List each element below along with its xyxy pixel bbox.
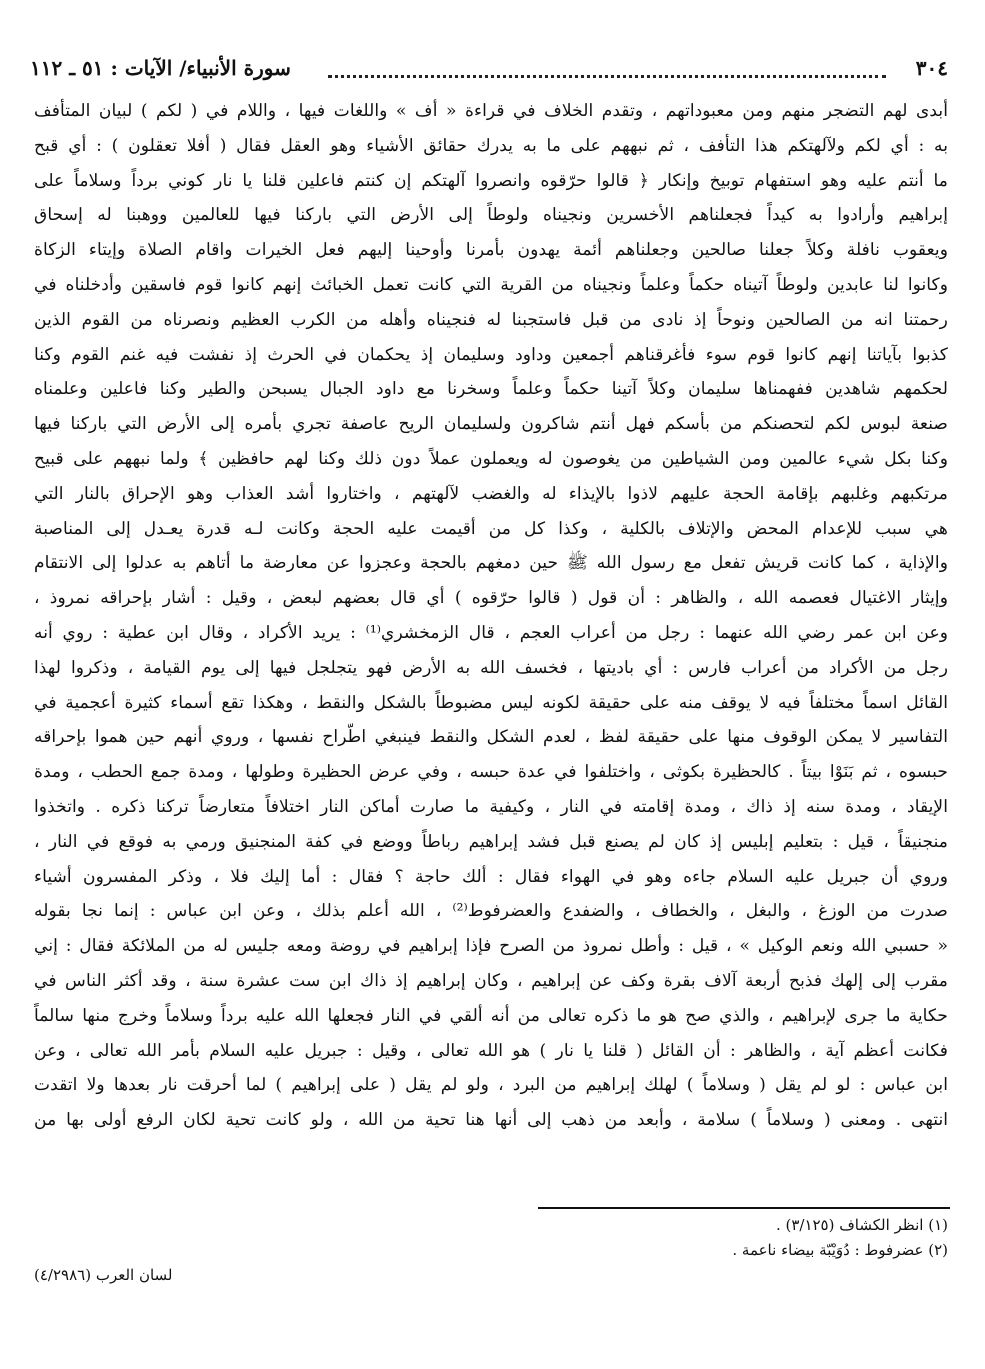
text-line: وكانوا لنا عابدين ولوطاً آتيناه حكماً وعلماً ونجيناه من القرية التي كانت تعمل الخبائث إنهم كانوا قوم فاسقين وأدخلناه في: [34, 274, 948, 295]
header-dotted-leader: [328, 75, 886, 78]
body-text: [34, 94, 948, 1138]
text-line: أبدى لهم التضجر منهم ومن معبوداتهم ، وتقدم الخلاف في قراءة « أف » واللغات فيها ، واللام في ( لكم ) لبيان المتأفف: [34, 101, 948, 121]
text-line: وكنا بكل شيء عالمين ومن الشياطين من يغوصون له ويعملون عملاً دون ذلك وكنا لهم حافظين ﴾ ولما نبههم على قبيح: [34, 448, 948, 469]
page-number: ٣٠٤: [915, 56, 948, 80]
text-line: مرتكبهم وغلبهم بإقامة الحجة عليهم لاذوا بالإيذاء له والغضب لآلهتهم ، واختاروا أشد العذاب وهو الإحراق بالنار التي: [34, 483, 948, 504]
text-line: حكاية ما جرى لإبراهيم ، والذي صح هو ما ذكره تعالى من أنه ألقي في النار فجعلها الله عليه برداً وسلاماً وخرج منها سالماً: [34, 1005, 948, 1026]
text-line: وعن ابن عمر رضي الله عنهما : رجل من أعراب العجم ، قال الزمخشري⁽¹⁾ : يريد الأكراد ، وقال ابن عطية : روي أنه: [34, 622, 948, 643]
text-line: كذبوا بآياتنا إنهم كانوا قوم سوء فأغرقناهم أجمعين وداود وسليمان إذ يحكمان في الحرث إذ نفشت فيه غنم القوم وكنا: [34, 344, 948, 365]
text-line: القائل اسماً مختلفاً فيه لا يوقف منه على حقيقة لكونه ليس مضبوطاً بالشكل والنقط ، وهكذا تقع أسماء كثيرة أعجمية في: [34, 692, 948, 713]
text-line: التفاسير لا يمكن الوقوف منها على حقيقة لفظ ، لعدم الشكل والنقط فينبغي اطّراح نفسها ، وروي أنهم حين هموا بإحراقه: [34, 727, 948, 748]
text-line: رجل من الأكراد من أعراب فارس : أي باديتها ، فخسف الله به الأرض فهو يتجلجل فيها إلى يوم القيامة ، وذكروا لهذا: [34, 657, 948, 678]
text-line: والإذاية ، كما كانت قريش تفعل مع رسول الله ﷺ حين دمغهم بالحجة وعجزوا عن معارضة ما أتاهم به عدلوا إلى الانتقام: [34, 553, 948, 574]
text-line: لحكمهم شاهدين ففهمناها سليمان وكلاً آتينا حكماً وعلماً وسخرنا مع داود الجبال يسبحن والطير وكنا فاعلين وعلمناه: [34, 379, 948, 400]
footnote-separator: [538, 1207, 950, 1209]
text-line: وروي أن جبريل عليه السلام جاءه وهو في الهواء فقال : ألك حاجة ؟ فقال : أما إليك فلا ، وذكر المفسرون أشياء: [34, 866, 948, 887]
text-line: ما أنتم عليه وهو استفهام توبيخ وإنكار ﴿ قالوا حرّقوه وانصروا آلهتكم إن كنتم فاعلين قلنا يا نار كوني برداً وسلاماً على: [34, 170, 948, 191]
footnote-2: (٢) عضرفوط : دُوَيْبّة بيضاء ناعمة .: [732, 1241, 948, 1259]
text-line: رحمتنا انه من الصالحين ونوحاً إذ نادى من قبل فاستجبنا له فنجيناه وأهله من الكرب العظيم ونصرناه من القوم الذين: [34, 309, 948, 330]
footnote-1: (١) انظر الكشاف (٣/١٢٥) .: [775, 1216, 948, 1234]
footnotes: [40, 1213, 948, 1263]
page-header: [30, 56, 948, 90]
running-title: سورة الأنبياء/ الآيات : ٥١ ـ ١١٢: [30, 56, 291, 80]
text-line: ويعقوب نافلة وكلاً جعلنا صالحين وجعلناهم أئمة يهدون بأمرنا وأوحينا إليهم فعل الخيرات واقام الصلاة وإيتاء الزكاة: [34, 240, 948, 261]
text-line: به : أي لكم ولآلهتكم هذا التأفف ، ثم نبههم على ما به يدرك حقائق الأشياء وهو العقل فقال ( أفلا تعقلون ) : أي قبح: [34, 135, 948, 156]
text-line: صدرت من الوزغ ، والبغل ، والخطاف ، والضفدع والعضرفوط⁽²⁾ ، الله أعلم بذلك ، وعن ابن عباس : إنما نجا بقوله: [34, 901, 948, 922]
text-line: صنعة لبوس لكم لتحصنكم من بأسكم فهل أنتم شاكرون ولسليمان الريح عاصفة تجري بأمره إلى الأرض التي باركنا فيها: [34, 414, 948, 435]
text-line: « حسبي الله ونعم الوكيل » ، قيل : وأطل نمروذ من الصرح فإذا إبراهيم في روضة ومعه جليس له من الملائكة فقال : إني: [34, 936, 948, 957]
text-line: هي سبب للإعدام المحض والإتلاف بالكلية ، وكذا كل من أقيمت عليه الحجة وكانت لـه قدرة يعـدل إلى المناصبة: [34, 518, 948, 539]
text-line: إبراهيم وأرادوا به كيداً فجعلناهم الأخسرين ونجيناه ولوطاً إلى الأرض التي باركنا فيها للعالمين ووهبنا له إسحاق: [34, 205, 948, 226]
text-line: مقرب إلى إلهك فذبح أربعة آلاف بقرة وكف عن إبراهيم ، وكان إبراهيم إذ ذاك ابن ست عشرة سنة ، وقد أكثر الناس في: [34, 970, 948, 991]
footnote-reference: لسان العرب (٤/٢٩٨٦): [34, 1266, 173, 1284]
text-line: ابن عباس : لو لم يقل ( وسلاماً ) لهلك إبراهيم من البرد ، ولو لم يقل ( على إبراهيم ) لما أحرقت نار بعدها ولا اتقدت: [34, 1075, 948, 1096]
text-line: انتهى . ومعنى ( وسلاماً ) سلامة ، وأبعد من ذهب إلى أنها هنا تحية من الله ، ولو كانت تحية لكان الرفع أولى بها من: [34, 1110, 948, 1131]
text-line: وإيثار الاغتيال فعصمه الله ، والظاهر : أن قول ( قالوا حرّقوه ) أي قال بعضهم لبعض ، وقيل : أشار بإحراقه نمروذ ،: [34, 588, 948, 609]
text-line: حبسوه ، ثم بَنَوْا بيتاً . كالحظيرة بكوثى ، واختلفوا في عدة حبسه ، وفي عرض الحظيرة وطولها ، ومدة جمع الحطب ، ومدة: [34, 762, 948, 783]
text-line: الإيقاد ، ومدة سنه إذ ذاك ، ومدة إقامته في النار ، وكيفية ما صارت أماكن النار اختلافاً متعارضاً تركنا ذكره . واتخذوا: [34, 796, 948, 817]
text-line: فكانت أعظم آية ، والظاهر : أن القائل ( قلنا يا نار ) هو الله تعالى ، وقيل : جبريل عليه السلام بأمر الله تعالى ، وعن: [34, 1040, 948, 1061]
text-line: منجنيقاً ، قيل : بتعليم إبليس إذ كان لم يصنع قبل فشد إبراهيم رباطاً ووضع في كفة المنجنيق ورمي به فوقع في النار ،: [34, 831, 948, 852]
